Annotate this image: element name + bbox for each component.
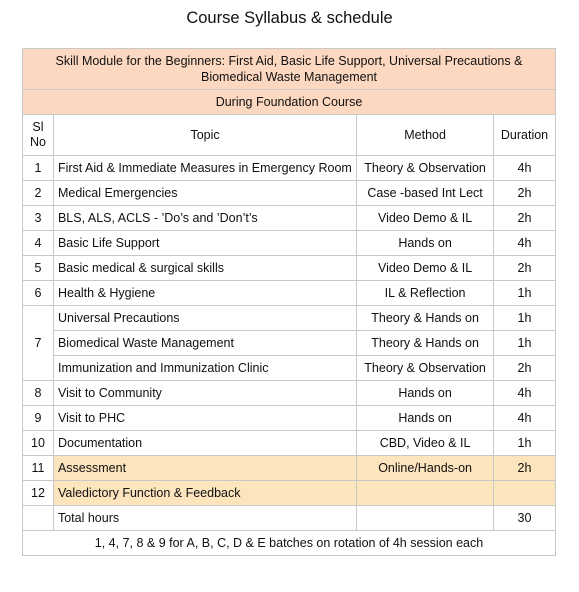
table-row [23,381,556,406]
cell-method: Theory & Observation [357,156,494,181]
cell-topic: Immunization and Immunization Clinic [53,356,356,381]
cell-topic: Medical Emergencies [53,181,356,206]
table-row [23,256,556,281]
cell-duration: 1h [494,331,556,356]
cell-sl [23,506,54,531]
syllabus-table [22,48,556,556]
cell-topic: Documentation [53,431,356,456]
cell-method: Hands on [357,231,494,256]
table-row [23,206,556,231]
table-row [23,181,556,206]
cell-sl: 5 [23,256,54,281]
table-row [23,231,556,256]
header-duration: Duration [494,115,556,156]
cell-method: Hands on [357,381,494,406]
footer-row [23,531,556,556]
cell-sl: 1 [23,156,54,181]
cell-method: Theory & Hands on [357,331,494,356]
cell-duration: 4h [494,231,556,256]
cell-duration: 1h [494,306,556,331]
table-row [23,331,556,356]
table-row [23,431,556,456]
page-title: Course Syllabus & schedule [186,9,393,27]
header-row [23,115,556,156]
cell-topic: Universal Precautions [53,306,356,331]
cell-method: IL & Reflection [357,281,494,306]
header-sl-line2: No [29,135,46,149]
cell-method: Online/Hands-on [357,456,494,481]
cell-method: Case -based Int Lect [357,181,494,206]
cell-topic: Visit to PHC [53,406,356,431]
cell-method: Video Demo & IL [357,206,494,231]
cell-sl: 11 [23,456,54,481]
cell-sl: 2 [23,181,54,206]
header-sl-line1: Sl [32,120,44,134]
table-row [23,306,556,331]
cell-duration: 4h [494,156,556,181]
phase-banner-row [23,90,556,115]
cell-sl: 10 [23,431,54,456]
cell-duration: 2h [494,356,556,381]
cell-method: Hands on [357,406,494,431]
footer-note: 1, 4, 7, 8 & 9 for A, B, C, D & E batches on rotation of 4h session each [23,531,556,556]
cell-sl: 12 [23,481,54,506]
table-row [23,156,556,181]
cell-duration: 4h [494,406,556,431]
cell-duration: 2h [494,256,556,281]
table-row [23,406,556,431]
cell-sl: 9 [23,406,54,431]
cell-method: Theory & Observation [357,356,494,381]
table-row [23,356,556,381]
cell-topic: Basic medical & surgical skills [53,256,356,281]
cell-duration: 1h [494,281,556,306]
cell-sl: 6 [23,281,54,306]
cell-duration: 4h [494,381,556,406]
phase-banner: During Foundation Course [23,90,556,115]
cell-duration: 2h [494,181,556,206]
cell-duration: 1h [494,431,556,456]
total-row [23,506,556,531]
cell-duration: 30 [494,506,556,531]
table-row-highlighted [23,456,556,481]
cell-method [357,506,494,531]
cell-method: CBD, Video & IL [357,431,494,456]
table-row-highlighted [23,481,556,506]
module-banner-row [23,49,556,90]
cell-topic: Biomedical Waste Management [53,331,356,356]
cell-sl: 7 [23,306,54,381]
cell-method [357,481,494,506]
cell-topic: Health & Hygiene [53,281,356,306]
header-sl-no [23,115,54,156]
cell-duration [494,481,556,506]
cell-topic: BLS, ALS, ACLS - ’Do’s and ’Don’t’s [53,206,356,231]
cell-method: Theory & Hands on [357,306,494,331]
header-method: Method [357,115,494,156]
cell-sl: 8 [23,381,54,406]
cell-topic: Valedictory Function & Feedback [53,481,356,506]
cell-method: Video Demo & IL [357,256,494,281]
cell-duration: 2h [494,206,556,231]
cell-topic: First Aid & Immediate Measures in Emergency Room [53,156,356,181]
cell-topic: Assessment [53,456,356,481]
cell-topic: Basic Life Support [53,231,356,256]
header-topic: Topic [53,115,356,156]
cell-sl: 3 [23,206,54,231]
table-row [23,281,556,306]
cell-topic: Total hours [53,506,356,531]
module-banner: Skill Module for the Beginners: First Aid, Basic Life Support, Universal Precautions & Biomedical Waste Management [23,49,556,90]
cell-topic: Visit to Community [53,381,356,406]
cell-duration: 2h [494,456,556,481]
cell-sl: 4 [23,231,54,256]
